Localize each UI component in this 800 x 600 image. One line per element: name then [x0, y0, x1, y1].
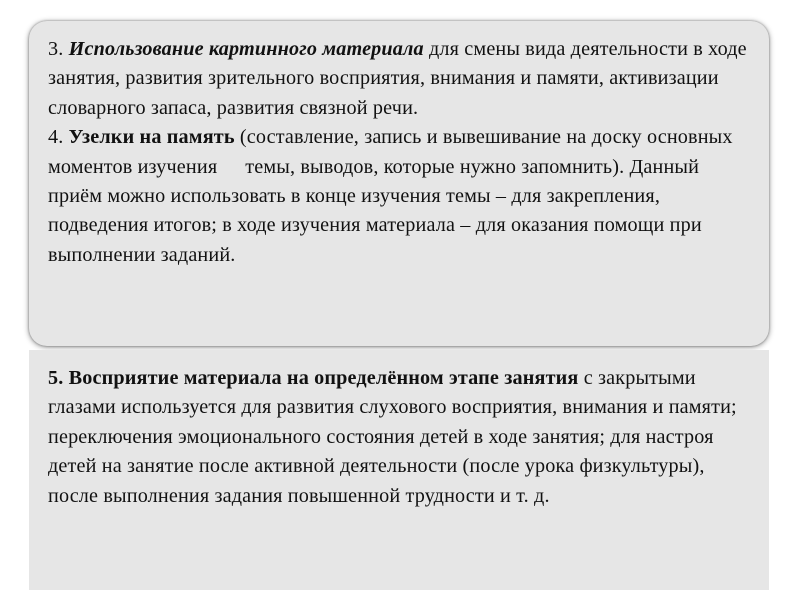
- item-3-number: 3.: [48, 38, 69, 60]
- paragraph-item-4: [48, 123, 751, 270]
- item-3-text: для смены вида деятельности в ходе занятия, развития зрительного восприятия, внимания и памяти, активизации словарного запаса, развития связной речи.: [48, 38, 747, 119]
- item-4-number: 4.: [48, 126, 69, 149]
- text-box-upper: [29, 21, 769, 346]
- item-4-title: Узелки на память: [68, 126, 235, 149]
- item-3-title: Использование картинного материала: [68, 38, 424, 60]
- text-box-lower: [29, 350, 769, 590]
- item-5-title: 5. Восприятие материала на определённом этапе занятия: [48, 367, 579, 389]
- item-4-text-end: темы, выводов, которые нужно запомнить). Данный приём можно использовать в конце изучения темы – для закрепления, подведения итогов; в ходе изучения материала – для оказания помощи при выполнении заданий.: [48, 155, 702, 266]
- paragraph-item-3: [48, 35, 751, 123]
- item-5-text: с закрытыми глазами используется для развития слухового восприятия, внимания и памяти; переключения эмоционального состояния детей в ходе занятия; для настроя детей на занятие после активной деятельности (после урока физкультуры), после выполнения задания повышенной трудности и т. д.: [48, 367, 737, 507]
- item-4-text-start: (составление, запись и вывешивание на доску основных моментов изучения: [48, 126, 733, 178]
- paragraph-item-5: [48, 364, 751, 511]
